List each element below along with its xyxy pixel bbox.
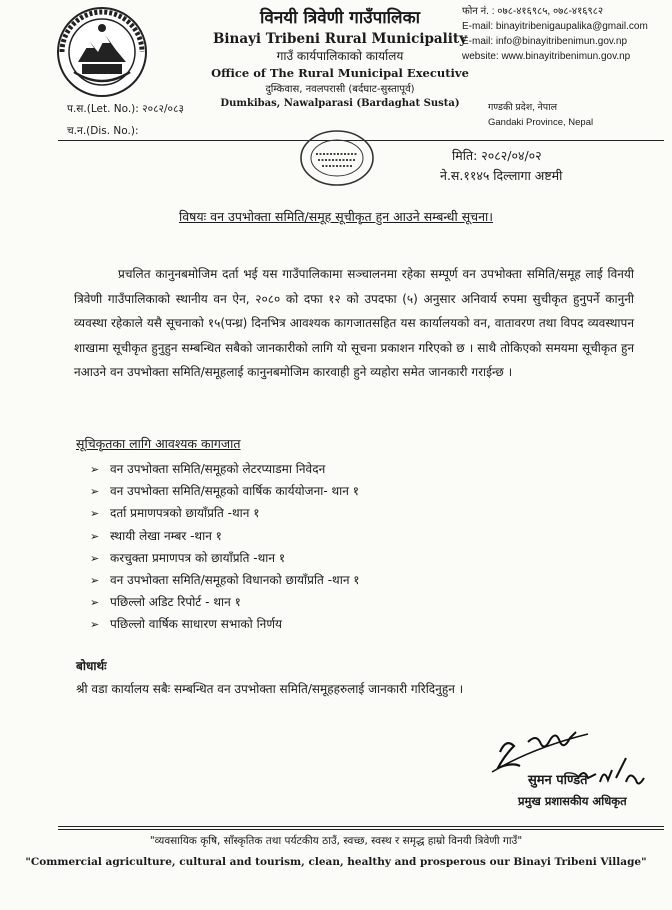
reference-numbers bbox=[67, 98, 184, 142]
footer-divider-thin bbox=[58, 829, 664, 830]
website: website: www.binayitribenimun.gov.np bbox=[462, 51, 631, 62]
arrow-bullet-icon: ➢ bbox=[90, 507, 100, 521]
body-paragraph: प्रचलित कानुनबमोजिम दर्ता भई यस गाउँपालिकामा सञ्चालनमा रहेका सम्पूर्ण वन उपभोक्ता समिति/समूह लाई विनयी त्रिवेणी गाउँपालिकाको स्थानीय वन ऐन, २०८० को दफा १२ को उपदफा (५) अनुसार अनिवार्य रुपमा सुचीकृत हुनुपर्ने कानुनी व्यवस्था रहेकाले यसै सूचनाको १५(पन्ध्र) दिनभित्र आवश्यक कागजातसहित यस कार्यालयको वन, वातावरण तथा विपद व्यवस्थापन शाखामा सूचीकृत हुनुहुन सम्बन्धित सबैको जानकारीको लागि यो सूचना प्रकाशन गरिएको छ । साथै तोकिएको समयमा सूचीकृत हुन नआउने वन उपभोक्ता समिति/समूहलाई कानुनबमोजिम कारवाही हुने व्यहोरा समेत जानकारी गराईन्छ । bbox=[74, 267, 634, 379]
office-seal-stamp bbox=[298, 128, 376, 188]
municipality-name-np: विनयी त्रिवेणी गाउँपालिका bbox=[259, 8, 421, 28]
arrow-bullet-icon: ➢ bbox=[90, 529, 100, 543]
email-secondary: E-mail: info@binayitribenimun.gov.np bbox=[462, 36, 628, 47]
letter-number: प.स.(Let. No.): २०८२/०८३ bbox=[67, 103, 184, 115]
cc-heading: बोधार्थः bbox=[76, 659, 107, 673]
phone-number: फोन नं. : ०७८-४१६९८५, ०७८-४१६९८२ bbox=[462, 6, 604, 17]
office-name-np: गाउँ कार्यपालिकाको कार्यालय bbox=[276, 49, 404, 63]
province-info bbox=[488, 100, 593, 130]
footer-slogan-en: "Commercial agriculture, cultural and tourism, clean, healthy and prosperous our Binayi Tribeni Village" bbox=[25, 856, 647, 868]
letter-date bbox=[440, 146, 563, 186]
address-np: दुम्किवास, नवलपरासी (बर्दघाट-सुस्तापूर्व) bbox=[265, 84, 415, 95]
subject-text: विषयः वन उपभोक्ता समिति/समूह सूचीकृत हुन आउने सम्बन्धी सूचना। bbox=[178, 209, 494, 224]
municipality-emblem bbox=[56, 6, 148, 98]
arrow-bullet-icon: ➢ bbox=[90, 573, 100, 587]
cc-text: श्री वडा कार्यालय सबैः सम्बन्धित वन उपभोक्ता समिति/समूहहरुलाई जानकारी गरिदिनुहुन । bbox=[76, 682, 464, 696]
date-bs: मिति: २०८२/०४/०२ bbox=[452, 148, 542, 163]
arrow-bullet-icon: ➢ bbox=[90, 618, 100, 632]
dispatch-number: च.न.(Dis. No.): bbox=[67, 125, 139, 137]
arrow-bullet-icon: ➢ bbox=[90, 551, 100, 565]
email-primary: E-mail: binayitribenigaupalika@gmail.com bbox=[462, 21, 648, 32]
subject-line bbox=[0, 208, 672, 225]
province-np: गण्डकी प्रदेश, नेपाल bbox=[488, 102, 558, 113]
footer-slogan-np: "व्यवसायिक कृषि, साँस्कृतिक तथा पर्यटकीय ठाउँ, स्वच्छ, स्वस्थ र समृद्ध हाम्रो विनयी त्रिवेणी गाउँ" bbox=[149, 835, 523, 847]
arrow-bullet-icon: ➢ bbox=[90, 463, 100, 476]
list-item: ➢ स्थायी लेखा नम्बर -थान १ bbox=[90, 525, 360, 547]
office-name-en: Office of The Rural Municipal Executive bbox=[211, 66, 469, 80]
province-en: Gandaki Province, Nepal bbox=[488, 117, 594, 128]
letterhead bbox=[180, 6, 500, 111]
list-item: ➢ वन उपभोक्ता समिति/समूहको लेटरप्याडमा निवेदन bbox=[90, 458, 360, 480]
list-item: ➢ दर्ता प्रमाणपत्रको छायाँप्रति -थान १ bbox=[90, 502, 360, 524]
arrow-bullet-icon: ➢ bbox=[90, 485, 100, 499]
list-item: ➢ पछिल्लो वार्षिक साधारण सभाको निर्णय bbox=[90, 613, 360, 635]
date-nepal-sambat: ने.स.११४५ दिल्लागा अष्टमी bbox=[440, 168, 563, 183]
list-item: ➢ पछिल्लो अडिट रिपोर्ट - थान १ bbox=[90, 591, 360, 613]
requirements-heading: सूचिकृतका लागि आवश्यक कागजात bbox=[76, 436, 241, 451]
list-item: ➢ वन उपभोक्ता समिति/समूहको विधानको छायाँप्रति -थान १ bbox=[90, 569, 360, 591]
signatory-name: सुमन पण्डित bbox=[528, 773, 588, 788]
municipality-name-en: Binayi Tribeni Rural Municipality bbox=[212, 31, 468, 47]
notice-body bbox=[74, 262, 634, 385]
signatory-title: प्रमुख प्रशासकीय अधिकृत bbox=[518, 794, 627, 808]
requirements-list bbox=[90, 458, 360, 636]
address-en: Dumkibas, Nawalparasi (Bardaghat Susta) bbox=[220, 98, 460, 109]
contact-info bbox=[462, 4, 668, 64]
arrow-bullet-icon: ➢ bbox=[90, 596, 100, 610]
list-item: ➢ वन उपभोक्ता समिति/समूहको वार्षिक कार्ययोजना- थान १ bbox=[90, 480, 360, 502]
footer-divider bbox=[58, 826, 664, 827]
list-item: ➢ करचुक्ता प्रमाणपत्र को छायाँप्रति -थान १ bbox=[90, 547, 360, 569]
